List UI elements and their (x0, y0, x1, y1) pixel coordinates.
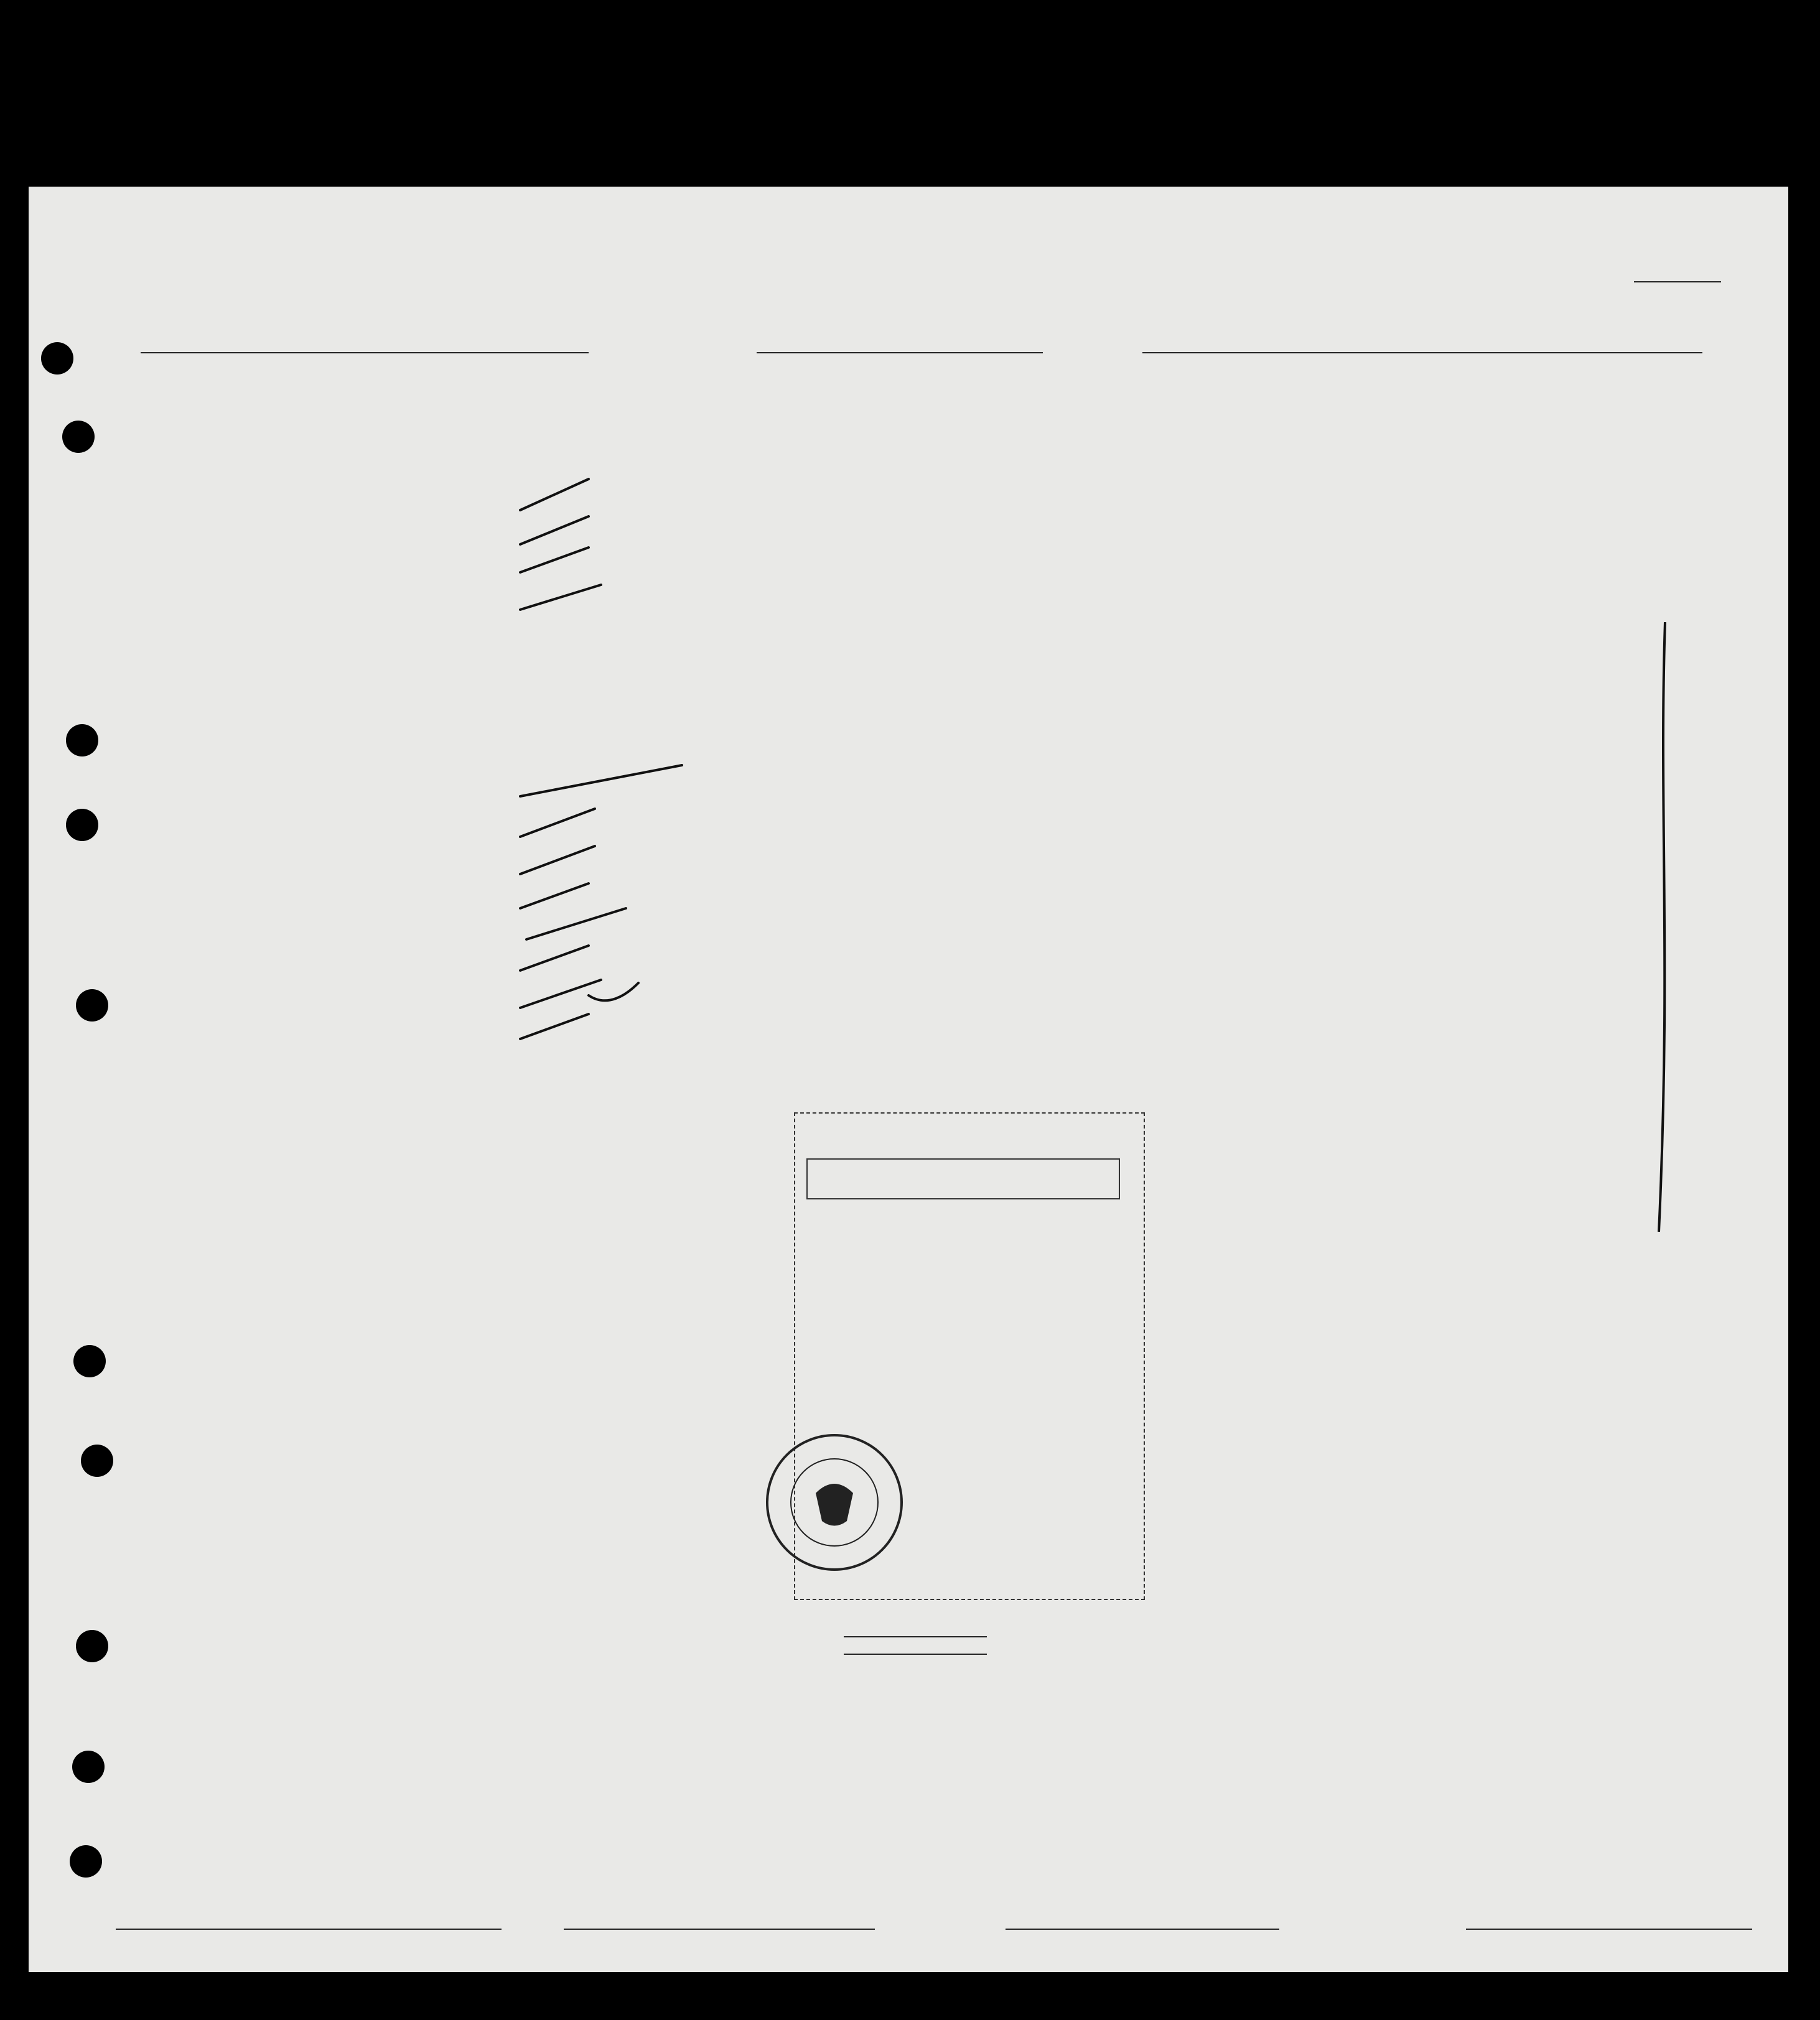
punch-hole (73, 1345, 106, 1377)
embossed-seal (68, 1089, 330, 1350)
punch-hole (72, 1751, 105, 1783)
manifest-table-grid (29, 187, 1788, 1972)
punch-hole (76, 1630, 108, 1662)
punch-hole (76, 989, 108, 1022)
punch-hole (70, 1845, 102, 1878)
officer-bracket-line (1646, 622, 1684, 1232)
punch-hole (66, 724, 98, 756)
visa-type-box (806, 1158, 1120, 1199)
punch-hole (62, 421, 95, 453)
manifest-page (29, 187, 1788, 1972)
punch-hole (41, 342, 73, 375)
punch-hole (81, 1445, 113, 1477)
punch-hole (66, 809, 98, 841)
consulate-seal (763, 1431, 906, 1574)
